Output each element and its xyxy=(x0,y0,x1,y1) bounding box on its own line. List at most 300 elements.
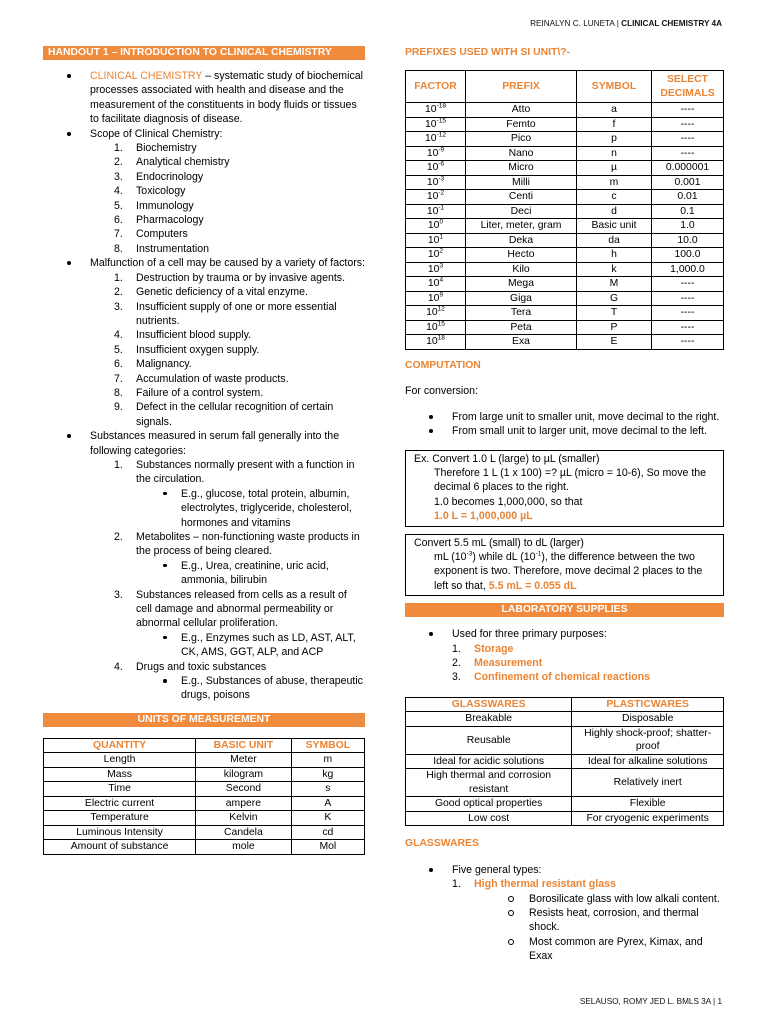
malfunction-item xyxy=(90,372,365,386)
factor-exponent: 1 xyxy=(439,233,444,241)
glass-type-item: 1. High thermal resistant glass Borosilicate glass with low alkali content. Resists heat, corrosion, and thermal shock. Most common are Pyrex, Kimax, and Exax xyxy=(428,877,724,963)
list-number: 7. xyxy=(114,228,123,241)
table-cell: h xyxy=(577,248,652,263)
malfunction-item-text: Genetic deficiency of a vital enzyme. xyxy=(136,286,308,299)
table-row xyxy=(406,219,724,234)
factor-cell xyxy=(406,335,466,350)
factor-base: 10 xyxy=(425,118,437,130)
scope-item-text: Analytical chemistry xyxy=(136,156,230,169)
factor-base: 10 xyxy=(427,220,440,232)
table-row xyxy=(406,161,724,176)
table-cell: ---- xyxy=(652,306,724,321)
substances-list xyxy=(90,458,365,703)
factor-base: 10 xyxy=(426,336,438,348)
table-row xyxy=(406,277,724,292)
table-cell: Temperature xyxy=(44,811,196,826)
right-column xyxy=(405,46,724,964)
malfunction-item xyxy=(43,256,365,429)
table-cell: Length xyxy=(44,753,196,768)
table-cell: p xyxy=(577,132,652,147)
factor-cell xyxy=(406,233,466,248)
factor-base: 10 xyxy=(425,133,437,145)
table-row xyxy=(44,840,365,855)
ex2-exp-a: -3 xyxy=(466,550,473,558)
glass-point: Resists heat, corrosion, and thermal shock. xyxy=(484,906,724,935)
table-row xyxy=(406,175,724,190)
factor-base: 10 xyxy=(427,249,440,261)
table-cell: 10.0 xyxy=(652,233,724,248)
table-row xyxy=(406,754,724,769)
list-number: 1. xyxy=(114,271,123,284)
scope-item xyxy=(90,170,365,184)
table-row xyxy=(406,117,724,132)
ex2-part-c: ), the difference between the two exponent is two. Therefore, move decimal 2 places to the left so that, xyxy=(434,550,703,592)
substance-examples xyxy=(136,559,365,588)
example-box-2 xyxy=(405,534,724,597)
scope-item-text: Toxicology xyxy=(136,185,186,198)
glass-types xyxy=(428,877,724,963)
table-cell: 100.0 xyxy=(652,248,724,263)
table-cell: ampere xyxy=(196,796,292,811)
substance-examples xyxy=(136,487,365,530)
table-cell: c xyxy=(577,190,652,205)
intro-list xyxy=(43,69,365,703)
table-cell: Ideal for acidic solutions xyxy=(406,754,572,769)
units-table xyxy=(43,738,365,855)
malfunction-item-text: Insufficient oxygen supply. xyxy=(136,343,260,356)
glass-intro-item xyxy=(405,863,724,964)
lab-intro-item xyxy=(405,627,724,685)
factor-exponent: -1 xyxy=(438,204,445,212)
list-number: 6. xyxy=(114,214,123,227)
factor-base: 10 xyxy=(426,321,438,333)
list-number: 5. xyxy=(114,343,123,356)
factor-base: 10 xyxy=(427,292,440,304)
ex2-exp-b: -1 xyxy=(535,550,542,558)
substance-category xyxy=(90,588,365,660)
table-cell: Micro xyxy=(466,161,577,176)
lab-purpose xyxy=(428,656,724,670)
table-cell: T xyxy=(577,306,652,321)
scope-list xyxy=(90,141,365,256)
factor-exponent: -15 xyxy=(436,117,446,125)
malfunction-list xyxy=(90,271,365,429)
substance-text: Substances normally present with a function in the circulation. xyxy=(136,458,355,486)
ex1-result: 1.0 L = 1,000,000 µL xyxy=(434,510,533,523)
header-separator: | xyxy=(616,19,619,28)
page-footer: SELAUSO, ROMY JED L. BMLS 3A | 1 xyxy=(579,997,722,1006)
table-cell: Deci xyxy=(466,204,577,219)
table-cell: Pico xyxy=(466,132,577,147)
factor-base: 10 xyxy=(426,191,439,203)
table-row xyxy=(406,103,724,118)
table-cell: Deka xyxy=(466,233,577,248)
scope-item-text: Computers xyxy=(136,228,188,241)
table-cell: Relatively inert xyxy=(572,769,724,797)
factor-exponent: -2 xyxy=(438,189,445,197)
list-number: 8. xyxy=(114,242,123,255)
table-row xyxy=(406,132,724,147)
table-cell: kg xyxy=(291,767,364,782)
table-cell: s xyxy=(291,782,364,797)
table-cell: µ xyxy=(577,161,652,176)
factor-cell xyxy=(406,262,466,277)
table-row xyxy=(406,262,724,277)
table-cell: Breakable xyxy=(406,712,572,727)
units-title: UNITS OF MEASUREMENT xyxy=(43,713,365,727)
malfunction-item-text: Insufficient blood supply. xyxy=(136,329,252,342)
table-cell: Basic unit xyxy=(577,219,652,234)
table-cell: Flexible xyxy=(572,797,724,812)
scope-intro: Scope of Clinical Chemistry: xyxy=(90,127,223,140)
lab-purpose-text: Measurement xyxy=(474,657,543,669)
factor-base: 10 xyxy=(426,205,439,217)
column-header: SYMBOL xyxy=(577,71,652,103)
factor-cell xyxy=(406,190,466,205)
malfunction-item-text: Malignancy. xyxy=(136,358,192,371)
scope-item xyxy=(90,227,365,241)
table-row xyxy=(44,767,365,782)
scope-item-text: Instrumentation xyxy=(136,242,210,255)
table-cell: ---- xyxy=(652,320,724,335)
units-header-row xyxy=(44,738,365,753)
table-cell: ---- xyxy=(652,335,724,350)
table-cell: Low cost xyxy=(406,811,572,826)
table-row xyxy=(406,811,724,826)
factor-cell xyxy=(406,175,466,190)
scope-item xyxy=(90,184,365,198)
header-author: REINALYN C. LUNETA xyxy=(530,19,615,28)
column-header: BASIC UNIT xyxy=(196,738,292,753)
conversion-rules xyxy=(405,410,724,439)
table-cell: Mass xyxy=(44,767,196,782)
factor-cell xyxy=(406,291,466,306)
factor-exponent: -18 xyxy=(436,102,446,110)
table-row xyxy=(406,190,724,205)
table-cell: da xyxy=(577,233,652,248)
table-cell: n xyxy=(577,146,652,161)
left-column xyxy=(43,46,365,855)
malfunction-item xyxy=(90,300,365,329)
list-number: 2. xyxy=(114,286,123,299)
scope-item-text: Endocrinology xyxy=(136,170,204,183)
list-number: 3. xyxy=(114,588,123,601)
table-row xyxy=(406,204,724,219)
table-cell: P xyxy=(577,320,652,335)
table-cell: Atto xyxy=(466,103,577,118)
factor-exponent: -3 xyxy=(438,175,445,183)
factor-base: 10 xyxy=(426,147,439,159)
table-row xyxy=(406,233,724,248)
ware-table xyxy=(405,697,724,827)
table-cell: M xyxy=(577,277,652,292)
list-number: 9. xyxy=(114,401,123,414)
substance-text: Metabolites – non-functioning waste products in the process of being cleared. xyxy=(136,531,360,558)
list-number: 2. xyxy=(114,156,123,169)
substance-example: E.g., Enzymes such as LD, AST, ALT, CK, AMS, GGT, ALP, and ACP xyxy=(136,631,365,660)
prefix-header-row xyxy=(406,71,724,103)
factor-exponent: 3 xyxy=(439,262,444,270)
ex1-line3: 1.0 becomes 1,000,000, so that xyxy=(434,495,583,508)
malfunction-item xyxy=(90,285,365,299)
table-row xyxy=(44,811,365,826)
factor-cell xyxy=(406,117,466,132)
handout-title: HANDOUT 1 – INTRODUCTION TO CLINICAL CHEMISTRY xyxy=(43,46,365,60)
factor-cell xyxy=(406,161,466,176)
table-cell: Exa xyxy=(466,335,577,350)
factor-cell xyxy=(406,248,466,263)
table-cell: cd xyxy=(291,825,364,840)
table-cell: ---- xyxy=(652,277,724,292)
table-cell: Meter xyxy=(196,753,292,768)
scope-item-text: Immunology xyxy=(136,199,194,212)
lab-purposes xyxy=(428,642,724,685)
table-cell: Liter, meter, gram xyxy=(466,219,577,234)
malfunction-item-text: Insufficient supply of one or more essential nutrients. xyxy=(136,300,337,327)
table-cell: A xyxy=(291,796,364,811)
factor-exponent: 4 xyxy=(439,276,444,284)
table-cell: m xyxy=(291,753,364,768)
factor-cell xyxy=(406,103,466,118)
list-number: 1. xyxy=(452,642,461,655)
ex2-line1: Convert 5.5 mL (small) to dL (larger) xyxy=(414,536,584,549)
table-cell: Disposable xyxy=(572,712,724,727)
lab-purpose xyxy=(428,670,724,684)
factor-cell xyxy=(406,320,466,335)
list-number: 3. xyxy=(114,300,123,313)
scope-item xyxy=(90,141,365,155)
list-number: 6. xyxy=(114,358,123,371)
table-cell: High thermal and corrosion resistant xyxy=(406,769,572,797)
factor-cell xyxy=(406,277,466,292)
factor-base: 10 xyxy=(426,176,439,188)
lab-purpose xyxy=(428,642,724,656)
table-cell: a xyxy=(577,103,652,118)
lab-intro: Used for three primary purposes: xyxy=(452,628,607,641)
column-header: FACTOR xyxy=(406,71,466,103)
scope-item xyxy=(43,127,365,257)
factor-cell xyxy=(406,132,466,147)
column-header: GLASSWARES xyxy=(406,697,572,712)
table-cell: Mol xyxy=(291,840,364,855)
factor-cell xyxy=(406,204,466,219)
table-cell: E xyxy=(577,335,652,350)
substance-category xyxy=(90,458,365,530)
table-row xyxy=(406,797,724,812)
malfunction-item xyxy=(90,328,365,342)
table-row xyxy=(406,291,724,306)
glassware-title: GLASSWARES xyxy=(405,838,479,850)
example-box-1 xyxy=(405,450,724,527)
computation-title: COMPUTATION xyxy=(405,359,481,371)
ex2-part-a: mL (10 xyxy=(434,550,467,563)
list-number: 1. xyxy=(114,458,123,471)
table-cell: Amount of substance xyxy=(44,840,196,855)
table-row xyxy=(406,306,724,321)
list-number: 1. xyxy=(114,142,123,155)
substances-intro: Substances measured in serum fall generally into the following categories: xyxy=(90,430,340,457)
ex2-body xyxy=(414,550,716,593)
malfunction-item-text: Accumulation of waste products. xyxy=(136,372,289,385)
table-cell: Centi xyxy=(466,190,577,205)
table-row xyxy=(406,248,724,263)
table-row xyxy=(406,769,724,797)
factor-exponent: 9 xyxy=(439,291,444,299)
scope-item-text: Biochemistry xyxy=(136,142,197,155)
factor-exponent: 2 xyxy=(439,247,444,255)
table-cell: For cryogenic experiments xyxy=(572,811,724,826)
table-cell: Time xyxy=(44,782,196,797)
table-cell: Ideal for alkaline solutions xyxy=(572,754,724,769)
table-cell: 0.01 xyxy=(652,190,724,205)
malfunction-item xyxy=(90,357,365,371)
malfunction-intro: Malfunction of a cell may be caused by a variety of factors: xyxy=(90,257,365,270)
lab-purpose-text: Confinement of chemical reactions xyxy=(474,671,651,684)
factor-base: 10 xyxy=(426,307,438,319)
substance-text: Drugs and toxic substances xyxy=(136,660,267,673)
table-cell: d xyxy=(577,204,652,219)
malfunction-item-text: Destruction by trauma or by invasive agents. xyxy=(136,271,346,284)
malfunction-item-text: Defect in the cellular recognition of certain signals. xyxy=(136,401,334,428)
table-cell: ---- xyxy=(652,146,724,161)
table-cell: k xyxy=(577,262,652,277)
table-cell: 1,000.0 xyxy=(652,262,724,277)
factor-cell xyxy=(406,306,466,321)
table-cell: Femto xyxy=(466,117,577,132)
table-cell: 0.1 xyxy=(652,204,724,219)
glass-point: Borosilicate glass with low alkali content. xyxy=(484,892,724,906)
definition-item xyxy=(43,69,365,127)
table-cell: Highly shock-proof; shatter-proof xyxy=(572,726,724,754)
factor-exponent: -9 xyxy=(438,146,445,154)
table-row xyxy=(406,320,724,335)
table-row xyxy=(406,146,724,161)
list-number: 2. xyxy=(114,531,123,543)
list-number: 2. xyxy=(452,657,461,669)
table-cell: ---- xyxy=(652,117,724,132)
table-cell: Second xyxy=(196,782,292,797)
prefix-table xyxy=(405,70,724,350)
scope-item xyxy=(90,155,365,169)
table-cell: Luminous Intensity xyxy=(44,825,196,840)
ware-header-row xyxy=(406,697,724,712)
table-cell: kilogram xyxy=(196,767,292,782)
table-cell: Candela xyxy=(196,825,292,840)
table-cell: ---- xyxy=(652,132,724,147)
table-cell: Mega xyxy=(466,277,577,292)
factor-base: 10 xyxy=(427,263,440,275)
conversion-rule: From large unit to smaller unit, move decimal to the right. xyxy=(405,410,724,424)
table-row xyxy=(44,825,365,840)
substance-example: E.g., glucose, total protein, albumin, electrolytes, triglyceride, cholesterol, hormones and vitamins xyxy=(136,487,365,530)
lab-purpose-text: Storage xyxy=(474,642,514,655)
factor-exponent: -12 xyxy=(436,131,446,139)
column-header: QUANTITY xyxy=(44,738,196,753)
table-cell: Peta xyxy=(466,320,577,335)
substance-example: E.g., Substances of abuse, therapeutic drugs, poisons xyxy=(136,674,365,703)
factor-base: 10 xyxy=(427,278,440,290)
ex2-result: 5.5 mL = 0.055 dL xyxy=(488,579,577,592)
factor-exponent: 18 xyxy=(437,334,445,342)
table-cell: K xyxy=(291,811,364,826)
ex2-part-b: ) while dL (10 xyxy=(472,550,536,563)
table-row xyxy=(406,726,724,754)
glass-list xyxy=(405,863,724,964)
scope-item-text: Pharmacology xyxy=(136,214,204,227)
conversion-rule: From small unit to larger unit, move decimal to the left. xyxy=(405,424,724,438)
substance-examples xyxy=(136,674,365,703)
table-cell: Giga xyxy=(466,291,577,306)
list-number: 5. xyxy=(114,199,123,212)
factor-base: 10 xyxy=(427,234,440,246)
factor-exponent: 0 xyxy=(439,218,444,226)
list-number: 4. xyxy=(114,185,123,198)
factor-cell xyxy=(406,146,466,161)
ex1-line2: Therefore 1 L (1 x 100) =? µL (micro = 10-6), So move the decimal 6 places to the right. xyxy=(434,466,707,494)
substance-category xyxy=(90,530,365,588)
substance-category xyxy=(90,660,365,703)
prefix-title: PREFIXES USED WITH SI UNIT\?- xyxy=(405,47,571,58)
table-row xyxy=(44,782,365,797)
page-header xyxy=(530,17,722,31)
glass-intro: Five general types: xyxy=(452,863,542,876)
column-header: SYMBOL xyxy=(291,738,364,753)
ex1-line1: Ex. Convert 1.0 L (large) to µL (smaller) xyxy=(414,452,600,465)
scope-item xyxy=(90,242,365,256)
table-cell: Kelvin xyxy=(196,811,292,826)
substance-text: Substances released from cells as a result of cell damage and abnormal permeability or abnormal cellular proliferation. xyxy=(136,588,347,630)
table-cell: ---- xyxy=(652,291,724,306)
glass-points xyxy=(484,892,724,964)
column-header: SELECT DECIMALS xyxy=(652,71,724,103)
lab-list xyxy=(405,627,724,685)
substances-item xyxy=(43,429,365,703)
list-number: 7. xyxy=(114,372,123,385)
definition-text: – systematic study of biochemical processes associated with health and disease and the measurement of the constituents in body fluids or tissues to facilitate diagnosis of disease. xyxy=(90,70,363,126)
malfunction-item xyxy=(90,400,365,429)
list-number: 4. xyxy=(114,660,123,673)
table-row xyxy=(406,712,724,727)
factor-exponent: 12 xyxy=(437,305,445,313)
table-cell: 0.000001 xyxy=(652,161,724,176)
header-course: CLINICAL CHEMISTRY 4A xyxy=(621,19,722,28)
table-cell: Electric current xyxy=(44,796,196,811)
table-row xyxy=(44,796,365,811)
substance-examples xyxy=(136,631,365,660)
table-cell: Good optical properties xyxy=(406,797,572,812)
factor-cell xyxy=(406,219,466,234)
conversion-intro: For conversion: xyxy=(405,385,479,398)
malfunction-item-text: Failure of a control system. xyxy=(136,386,264,399)
lab-supplies-title: LABORATORY SUPPLIES xyxy=(405,603,724,617)
scope-item xyxy=(90,213,365,227)
column-header: PLASTICWARES xyxy=(572,697,724,712)
list-number: 3. xyxy=(452,671,461,684)
table-row xyxy=(44,753,365,768)
list-number: 8. xyxy=(114,386,123,399)
substance-example: E.g., Urea, creatinine, uric acid, ammonia, bilirubin xyxy=(136,559,365,588)
factor-base: 10 xyxy=(426,162,439,174)
table-cell: 1.0 xyxy=(652,219,724,234)
malfunction-item xyxy=(90,343,365,357)
table-cell: mole xyxy=(196,840,292,855)
scope-item xyxy=(90,199,365,213)
table-cell: G xyxy=(577,291,652,306)
glass-point: Most common are Pyrex, Kimax, and Exax xyxy=(484,935,724,964)
table-cell: Nano xyxy=(466,146,577,161)
factor-exponent: -6 xyxy=(438,160,445,168)
table-cell: 0.001 xyxy=(652,175,724,190)
